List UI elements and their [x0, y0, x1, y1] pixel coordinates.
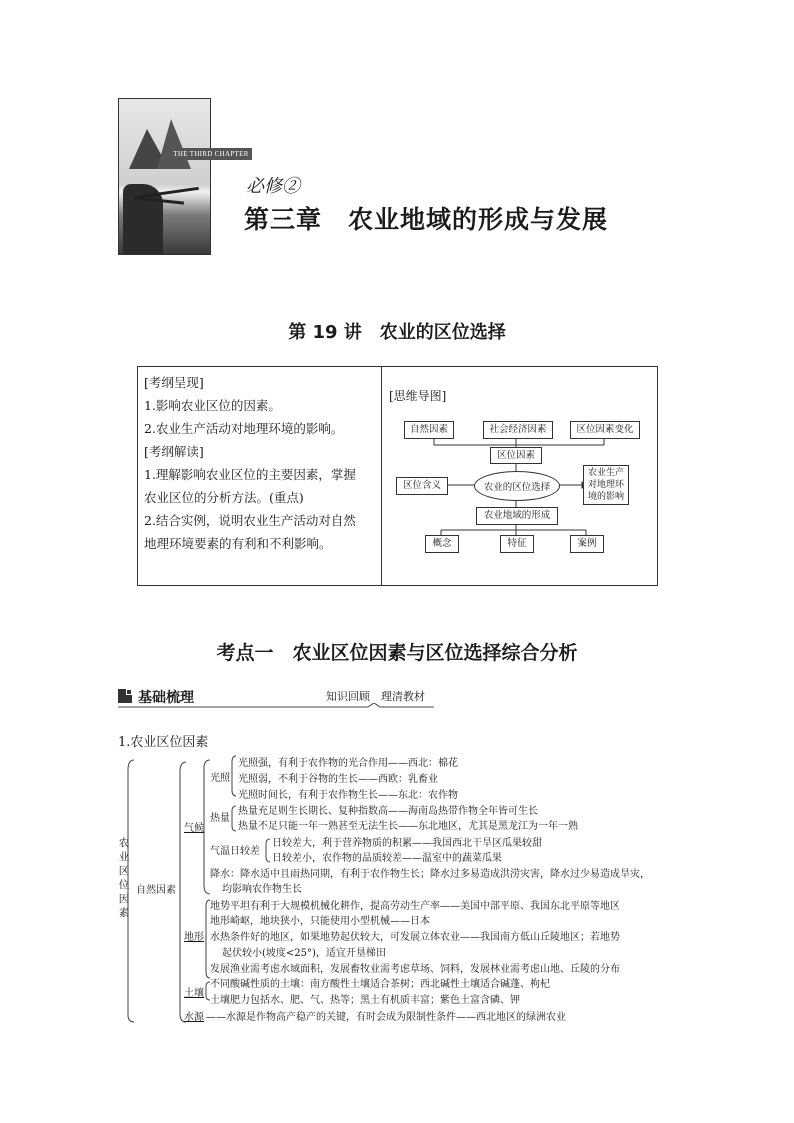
tree-water-text: ——水源是作物高产稳产的关键，有时会成为限制性条件——西北地区的绿洲农业 [206, 1012, 566, 1023]
chapter-title: 第三章 农业地域的形成与发展 [244, 205, 609, 234]
outline-left [144, 371, 376, 555]
tree-diurnal: 气温日较差 [210, 846, 260, 857]
tree-heat-item: 热量不足只能一年一熟甚至无法生长——东北地区，尤其是黑龙江为一年一熟 [238, 821, 578, 832]
tree-heat-item: 热量充足则生长期长、复种指数高——海南岛热带作物全年皆可生长 [238, 806, 538, 817]
tree-terrain: 地形 [184, 932, 204, 943]
tree-soil: 土壤 [184, 988, 204, 999]
tree-light-item: 光照时间长，有利于农作物生长——东北：农作物 [238, 790, 458, 801]
outline-line: 2.结合实例，说明农业生产活动对自然 [144, 513, 356, 528]
tree-light: 光照 [210, 773, 230, 784]
grid-icon [118, 689, 132, 703]
basics-label: 基础梳理 [138, 690, 194, 706]
chapter-cover-image [118, 98, 211, 255]
basics-subtitle: 知识回顾 理清教材 [326, 690, 425, 703]
tree-soil-item: 土壤肥力包括水、肥、气、热等；黑土有机质丰富；紫色土富含磷、钾 [210, 995, 520, 1006]
tree-root-label [118, 836, 130, 920]
tree-root-text: 农业区位因素 [118, 837, 130, 919]
lesson-title: 第 19 讲 农业的区位选择 [288, 322, 506, 343]
outline-line: 地理环境要素的有利和不利影响。 [144, 536, 332, 551]
tree-diurnal-item: 日较差大，利于营养物质的积累——我国西北干旱区瓜果较甜 [272, 838, 542, 849]
mindmap-node-change: 区位因素变化 [570, 421, 640, 439]
mindmap-node-meaning: 区位含义 [396, 477, 448, 495]
tree-rain-cont: 均影响农作物生长 [222, 884, 302, 895]
tree-terrain-item: 水热条件好的地区，如果地势起伏较大，可发展立体农业——我国南方低山丘陵地区；若地势 [210, 932, 620, 943]
outline-line: 2.农业生产活动对地理环境的影响。 [144, 421, 344, 436]
tree-water: 水源 [184, 1012, 204, 1023]
section-title: 考点一 农业区位因素与区位选择综合分析 [216, 642, 578, 664]
tree-soil-item: 不同酸碱性质的土壤：南方酸性土壤适合茶树；西北碱性土壤适合碱蓬、枸杞 [210, 979, 550, 990]
tree-rain: 降水：降水适中且雨热同期，有利于农作物生长；降水过多易造成洪涝灾害，降水过少易造成旱灾， [210, 869, 650, 880]
mindmap-node-impact: 农业生产对地理环境的影响 [583, 465, 629, 505]
tree-natural: 自然因素 [136, 885, 176, 896]
outline-table [137, 366, 658, 586]
chapter-band: THE THIRD CHAPTER [170, 148, 252, 160]
tree-terrain-item: 起伏较小(坡度<25°)，适宜开垦梯田 [222, 948, 386, 959]
mindmap-leaf-feature: 特征 [500, 535, 534, 553]
tree-heat: 热量 [210, 813, 230, 824]
tree-climate: 气候 [184, 823, 204, 834]
tree-light-item: 光照弱，不利于谷物的生长——西欧：乳畜业 [238, 774, 438, 785]
mindmap-node-factors: 区位因素 [490, 447, 542, 464]
mindmap-leaf-case: 案例 [570, 535, 604, 553]
mindmap-node-center: 农业的区位选择 [474, 471, 560, 501]
mindmap-leaf-concept: 概念 [425, 535, 459, 553]
mindmap-node-formation: 农业地域的形成 [476, 507, 558, 525]
mindmap-node-natural: 自然因素 [404, 421, 454, 439]
outline-line: 1.影响农业区位的因素。 [144, 398, 281, 413]
tree-terrain-item: 地形崎岖，地块狭小，只能使用小型机械——日本 [210, 916, 430, 927]
basics-header [118, 686, 434, 708]
outline-line: [考纲呈现] [144, 375, 204, 390]
outline-line: 1.理解影响农业区位的主要因素，掌握 [144, 467, 356, 482]
tree-diurnal-item: 日较差小，农作物的品质较差——温室中的蔬菜瓜果 [272, 853, 502, 864]
outline-line: 农业区位的分析方法。(重点) [144, 490, 304, 505]
list-title: 1.农业区位因素 [118, 735, 209, 750]
mindmap-node-socioeconomic: 社会经济因素 [483, 421, 553, 439]
tree-terrain-item: 地势平坦有利于大规模机械化耕作，提高劳动生产率——美国中部平原、我国东北平原等地区 [210, 901, 620, 912]
outline-line: [考纲解读] [144, 444, 204, 459]
chapter-subtitle: 必修② [246, 176, 300, 197]
tree-light-item: 光照强，有利于农作物的光合作用——西北：棉花 [238, 758, 458, 769]
tree-terrain-item: 发展渔业需考虑水域面积，发展畜牧业需考虑草场、饲料，发展林业需考虑山地、丘陵的分布 [210, 964, 620, 975]
mindmap-title: [思维导图] [389, 389, 447, 403]
